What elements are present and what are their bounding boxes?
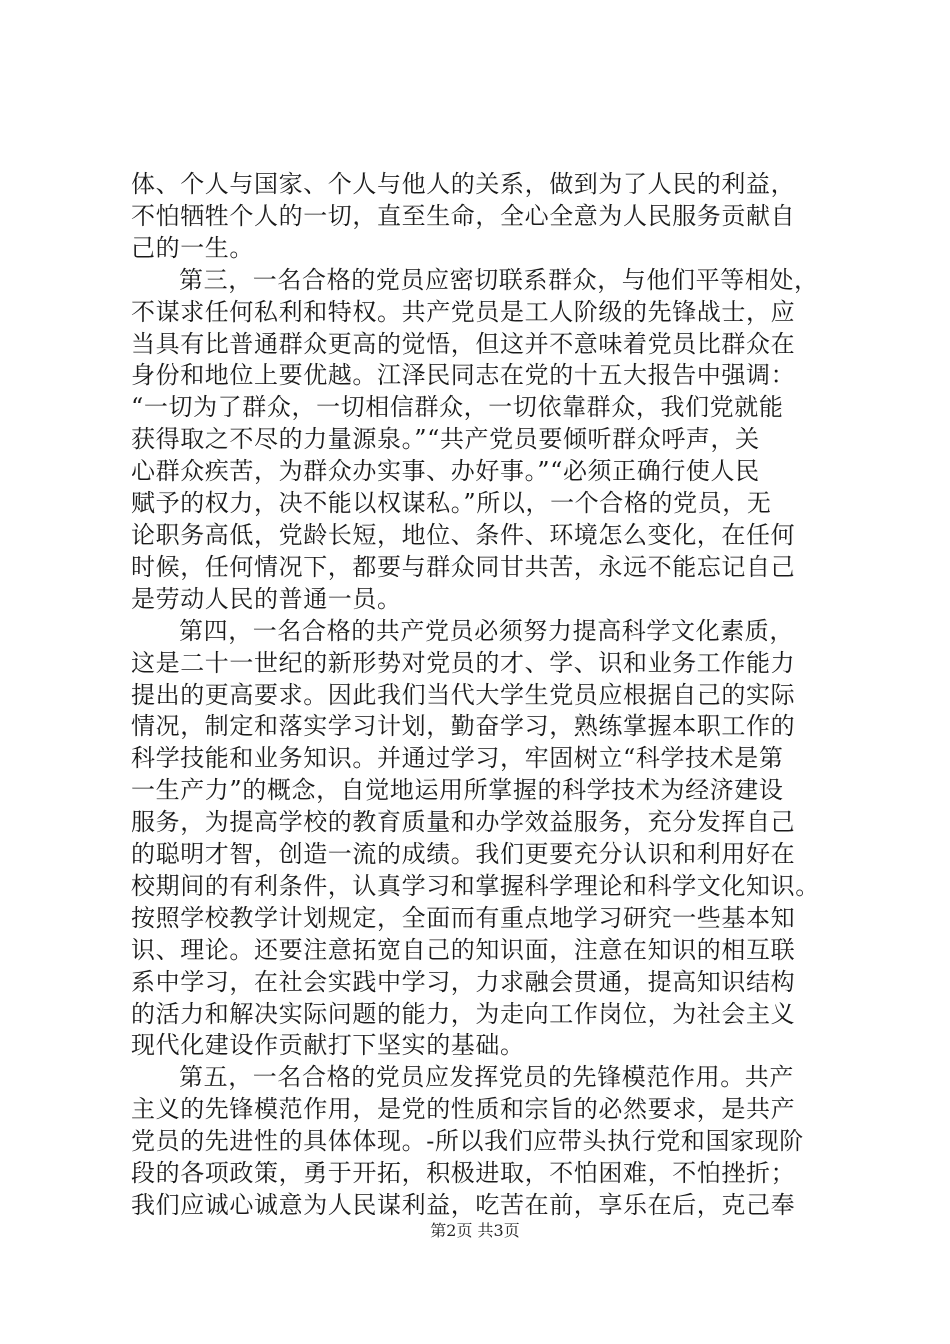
text-line: 第四，一名合格的共产党员必须努力提高科学文化素质， (179, 616, 794, 645)
text-line: “一切为了群众，一切相信群众，一切依靠群众，我们党就能 (131, 393, 784, 422)
text-line: 时候，任何情况下，都要与群众同甘共苦，永远不能忘记自己 (131, 552, 796, 581)
text-line: 当具有比普通群众更高的觉悟，但这并不意味着党员比群众在 (131, 329, 796, 358)
text-line: 不谋求任何私利和特权。共产党员是工人阶级的先锋战士，应 (131, 297, 796, 326)
text-line: 现代化建设作贡献打下坚实的基础。 (131, 1031, 525, 1060)
text-line: 党员的先进性的具体体现。-所以我们应带头执行党和国家现阶 (131, 1127, 804, 1156)
text-line: 一生产力”的概念，自觉地运用所掌握的科学技术为经济建设 (131, 776, 784, 805)
text-line: 服务，为提高学校的教育质量和办学效益服务，充分发挥自己 (131, 808, 796, 837)
text-line: 第五，一名合格的党员应发挥党员的先锋模范作用。共产 (179, 1063, 794, 1092)
text-line: 的活力和解决实际问题的能力，为走向工作岗位，为社会主义 (131, 999, 796, 1028)
text-line: 提出的更高要求。因此我们当代大学生党员应根据自己的实际 (131, 680, 796, 709)
text-line: 赋予的权力，决不能以权谋私。”所以，一个合格的党员，无 (131, 489, 772, 518)
text-line: 获得取之不尽的力量源泉。”“共产党员要倾听群众呼声，关 (131, 425, 760, 454)
text-line: 我们应诚心诚意为人民谋利益，吃苦在前，享乐在后，克己奉 (131, 1191, 796, 1219)
text-line: 论职务高低，党龄长短，地位、条件、环境怎么变化，在任何 (131, 520, 796, 549)
text-line: 的聪明才智，创造一流的成绩。我们更要充分认识和利用好在 (131, 840, 796, 869)
text-line: 按照学校教学计划规定，全面而有重点地学习研究一些基本知 (131, 903, 796, 932)
text-line: 心群众疾苦，为群众办实事、办好事。”“必须正确行使人民 (131, 457, 760, 486)
text-line: 己的一生。 (131, 233, 254, 262)
text-line: 身份和地位上要优越。江泽民同志在党的十五大报告中强调： (131, 361, 796, 390)
text-line: 主义的先锋模范作用，是党的性质和宗旨的必然要求，是共产 (131, 1095, 796, 1124)
text-line: 不怕牺牲个人的一切，直至生命，全心全意为人民服务贡献自 (131, 201, 796, 230)
text-line: 是劳动人民的普通一员。 (131, 584, 402, 613)
text-line: 系中学习，在社会实践中学习，力求融会贯通，提高知识结构 (131, 967, 796, 996)
body-text (131, 169, 831, 1222)
text-line: 科学技能和业务知识。并通过学习，牢固树立“科学技术是第 (131, 744, 784, 773)
page-number-footer: 第2页 共3页 (430, 1221, 520, 1240)
text-line: 段的各项政策，勇于开拓，积极进取，不怕困难，不怕挫折； (131, 1159, 796, 1188)
text-line: 这是二十一世纪的新形势对党员的才、学、识和业务工作能力 (131, 648, 796, 677)
text-line: 校期间的有利条件，认真学习和掌握科学理论和科学文化知识。 (131, 871, 820, 900)
text-line: 情况，制定和落实学习计划，勤奋学习，熟练掌握本职工作的 (131, 712, 796, 741)
text-line: 识、理论。还要注意拓宽自己的知识面，注意在知识的相互联 (131, 935, 796, 964)
text-line: 第三，一名合格的党员应密切联系群众，与他们平等相处， (179, 265, 819, 294)
text-line: 体、个人与国家、个人与他人的关系，做到为了人民的利益， (131, 170, 796, 198)
